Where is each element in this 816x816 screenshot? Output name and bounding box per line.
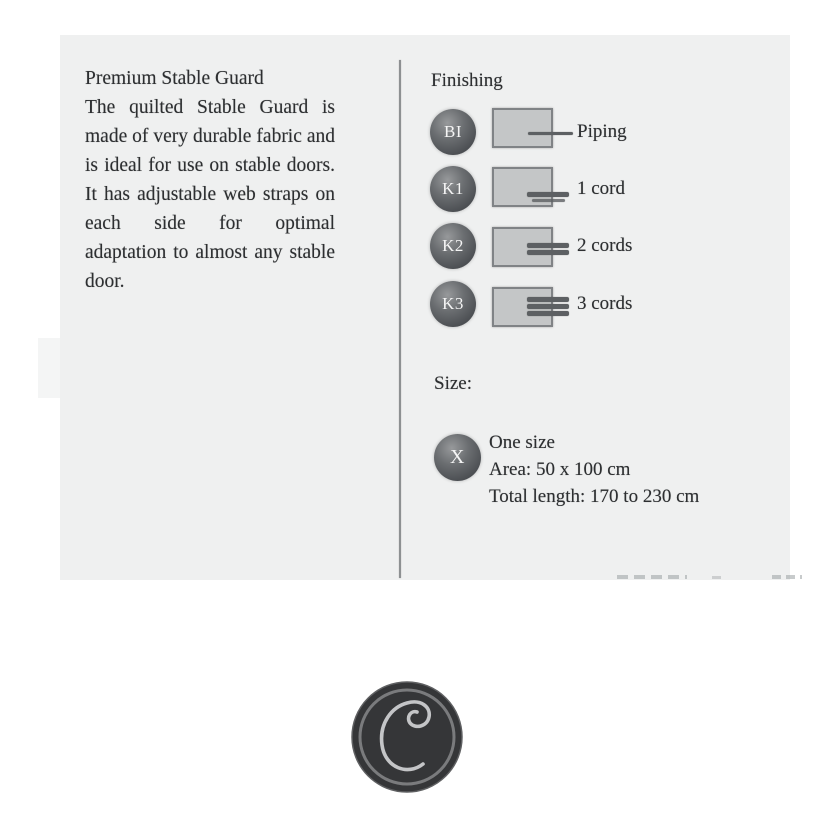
size-heading: Size: — [434, 373, 472, 394]
fabric-swatch-bi — [492, 108, 553, 148]
product-title: Premium Stable Guard — [85, 68, 264, 89]
cord-icon — [527, 192, 569, 197]
product-description-block — [85, 64, 335, 296]
cord-icon — [527, 311, 569, 316]
badge-k1: K1 — [430, 166, 476, 212]
cord-icon — [532, 199, 565, 202]
badge-size-x: X — [434, 434, 481, 481]
brand-logo — [350, 680, 464, 794]
size-total-length: Total length: 170 to 230 cm — [489, 486, 700, 507]
finishing-label-2-cords: 2 cords — [577, 235, 633, 256]
finishing-label-1-cord: 1 cord — [577, 178, 626, 199]
piping-line-icon — [528, 132, 573, 135]
cord-icon — [527, 297, 569, 302]
cutoff-text-fragment — [712, 576, 721, 579]
script-c-logo-icon — [350, 680, 464, 794]
product-description: The quilted Stable Guard is made of very durable fabric and is ideal for use on stable doors. It has adjustable web straps on each side for optimal adaptation to almost any stable door. — [85, 97, 335, 292]
size-details — [489, 429, 699, 510]
size-area: Area: 50 x 100 cm — [489, 459, 631, 480]
page-edge-tab — [38, 338, 62, 398]
cutoff-text-fragment — [772, 575, 802, 579]
badge-k2: K2 — [430, 223, 476, 269]
badge-bi: BI — [430, 109, 476, 155]
cord-icon — [527, 243, 569, 248]
column-divider — [399, 60, 401, 578]
cord-icon — [527, 250, 569, 255]
finishing-label-piping: Piping — [577, 121, 627, 142]
cord-icon — [527, 304, 569, 309]
finishing-heading: Finishing — [431, 70, 503, 91]
badge-k3: K3 — [430, 281, 476, 327]
size-name: One size — [489, 432, 555, 453]
finishing-label-3-cords: 3 cords — [577, 293, 633, 314]
cutoff-text-fragment — [617, 575, 687, 579]
